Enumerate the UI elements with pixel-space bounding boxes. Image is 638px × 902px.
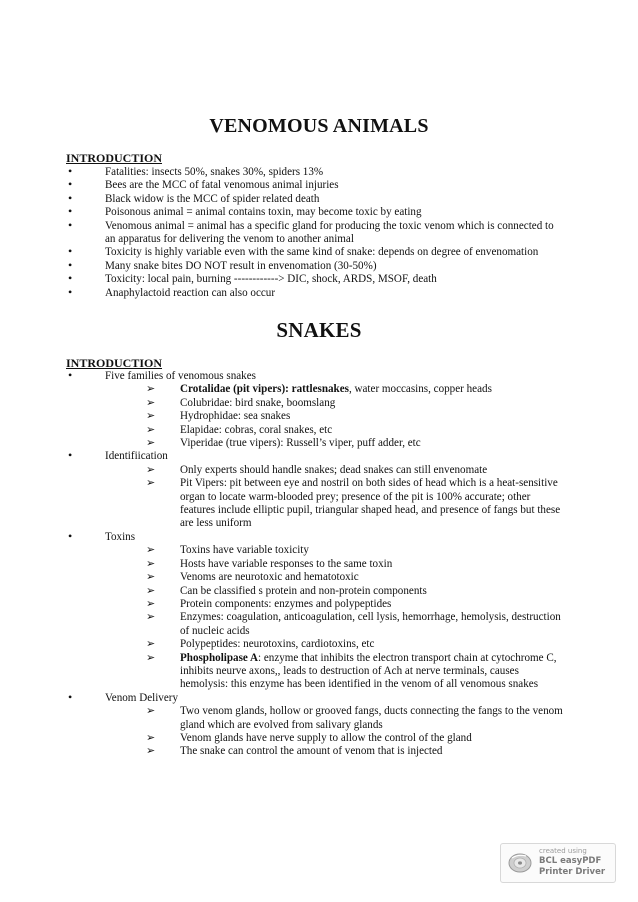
list-item: • Black widow is the MCC of spider related death <box>68 190 320 205</box>
sub-item: ➢ Protein components: enzymes and polypeptides <box>146 597 392 610</box>
bullet-icon: • <box>68 204 73 219</box>
snakes-list <box>66 370 566 759</box>
sub-item: ➢ Only experts should handle snakes; dead snakes can still envenomate <box>146 463 488 476</box>
bullet-icon: • <box>68 271 73 286</box>
arrow-bullet-icon: ➢ <box>146 423 156 436</box>
sub-item: ➢ Hydrophidae: sea snakes <box>146 410 291 423</box>
bullet-icon: • <box>68 177 73 192</box>
introduction-list <box>66 166 566 300</box>
bullet-icon: • <box>68 164 73 178</box>
bullet-icon: • <box>68 689 73 704</box>
list-item: • Toxicity: local pain, burning ------------> DIC, shock, ARDS, MSOF, death <box>68 271 437 286</box>
sub-item: ➢ Toxins have variable toxicity <box>146 544 309 557</box>
list-item: • Toxicity is highly variable even with the same kind of snake: depends on degree of envenomation <box>68 244 539 259</box>
list-item-venom-delivery: • Venom Delivery <box>68 689 179 704</box>
arrow-bullet-icon: ➢ <box>146 477 156 490</box>
arrow-bullet-icon: ➢ <box>146 557 156 570</box>
arrow-bullet-icon: ➢ <box>146 745 156 758</box>
arrow-bullet-icon: ➢ <box>146 584 156 597</box>
arrow-bullet-icon: ➢ <box>146 638 156 651</box>
cd-disc-icon <box>508 852 532 874</box>
list-item: • Bees are the MCC of fatal venomous animal injuries <box>68 177 339 192</box>
section-title-snakes: SNAKES <box>276 318 362 342</box>
arrow-bullet-icon: ➢ <box>146 731 156 744</box>
list-item: • Fatalities: insects 50%, snakes 30%, spiders 13% <box>68 164 324 178</box>
sub-item: ➢ Viperidae (true vipers): Russell’s viper, puff adder, etc <box>146 437 421 450</box>
list-item-families: • Five families of venomous snakes <box>68 368 256 382</box>
list-item-identification: • Identifiication <box>68 448 168 463</box>
document-title: VENOMOUS ANIMALS <box>209 115 429 137</box>
bullet-icon: • <box>68 368 73 382</box>
bullet-icon: • <box>68 284 73 299</box>
sub-item: ➢ Hosts have variable responses to the same toxin <box>146 557 393 570</box>
bullet-icon: • <box>68 257 73 272</box>
sub-item: ➢ Elapidae: cobras, coral snakes, etc <box>146 423 333 436</box>
watermark-product-name: BCL easyPDF Printer Driver <box>539 856 606 877</box>
pdf-creator-watermark <box>500 843 616 883</box>
arrow-bullet-icon: ➢ <box>146 611 156 624</box>
arrow-bullet-icon: ➢ <box>146 544 156 557</box>
watermark-created-text: created using <box>539 847 587 855</box>
arrow-bullet-icon: ➢ <box>146 597 156 610</box>
sub-item: ➢ Can be classified s protein and non-protein components <box>146 584 427 597</box>
list-item: • Poisonous animal = animal contains toxin, may become toxic by eating <box>68 204 422 219</box>
section-heading-snakes-introduction: INTRODUCTION <box>66 356 163 370</box>
arrow-bullet-icon: ➢ <box>146 705 156 718</box>
sub-item: ➢ Pit Vipers: pit between eye and nostril on both sides of head which is a heat-sensitive organ to locate warm-blooded prey; presence of the pit is 100% accurate; other features include elliptic pupil, triangular shaped head, and presence of fangs but these are less uniform <box>146 477 561 530</box>
sub-item: ➢ Two venom glands, hollow or grooved fangs, ducts connecting the fangs to the venom gland which are evolved from salivary glands <box>146 705 563 731</box>
list-item: • Anaphylactoid reaction can also occur <box>68 284 276 299</box>
sub-item: ➢ Venom glands have nerve supply to allow the control of the gland <box>146 731 472 744</box>
arrow-bullet-icon: ➢ <box>146 396 156 409</box>
arrow-bullet-icon: ➢ <box>146 651 156 664</box>
sub-item: ➢ Crotalidae (pit vipers): rattlesnakes, water moccasins, copper heads <box>146 383 492 396</box>
list-item: • Venomous animal = animal has a specific gland for producing the toxic venom which is connected to an apparatus for delivering the venom to another animal <box>68 217 554 246</box>
arrow-bullet-icon: ➢ <box>146 437 156 450</box>
list-item-toxins: • Toxins <box>68 528 136 543</box>
arrow-bullet-icon: ➢ <box>146 410 156 423</box>
arrow-bullet-icon: ➢ <box>146 463 156 476</box>
sub-item: ➢ Polypeptides: neurotoxins, cardiotoxins, etc <box>146 638 375 651</box>
bullet-icon: • <box>68 190 73 205</box>
bullet-icon: • <box>68 244 73 259</box>
bullet-icon: • <box>68 528 73 543</box>
list-item: • Many snake bites DO NOT result in envenomation (30-50%) <box>68 257 377 272</box>
sub-item: ➢ Colubridae: bird snake, boomslang <box>146 396 336 409</box>
sub-item: ➢ The snake can control the amount of venom that is injected <box>146 745 443 758</box>
bullet-icon: • <box>68 448 73 463</box>
sub-item: ➢ Venoms are neurotoxic and hematotoxic <box>146 571 359 584</box>
sub-item: ➢ Phospholipase A: enzyme that inhibits the electron transport chain at cytochrome C, inhibits neurve axons,, leads to destruction of Ach at nerve terminals, causes hemolysis: this enzyme has been identified in the venom of all venomous snakes <box>146 651 557 691</box>
section-heading-introduction: INTRODUCTION <box>66 151 163 165</box>
bullet-icon: • <box>68 217 73 232</box>
arrow-bullet-icon: ➢ <box>146 383 156 396</box>
arrow-bullet-icon: ➢ <box>146 571 156 584</box>
sub-item: ➢ Enzymes: coagulation, anticoagulation, cell lysis, hemorrhage, hemolysis, destruction of nucleic acids <box>146 611 561 637</box>
